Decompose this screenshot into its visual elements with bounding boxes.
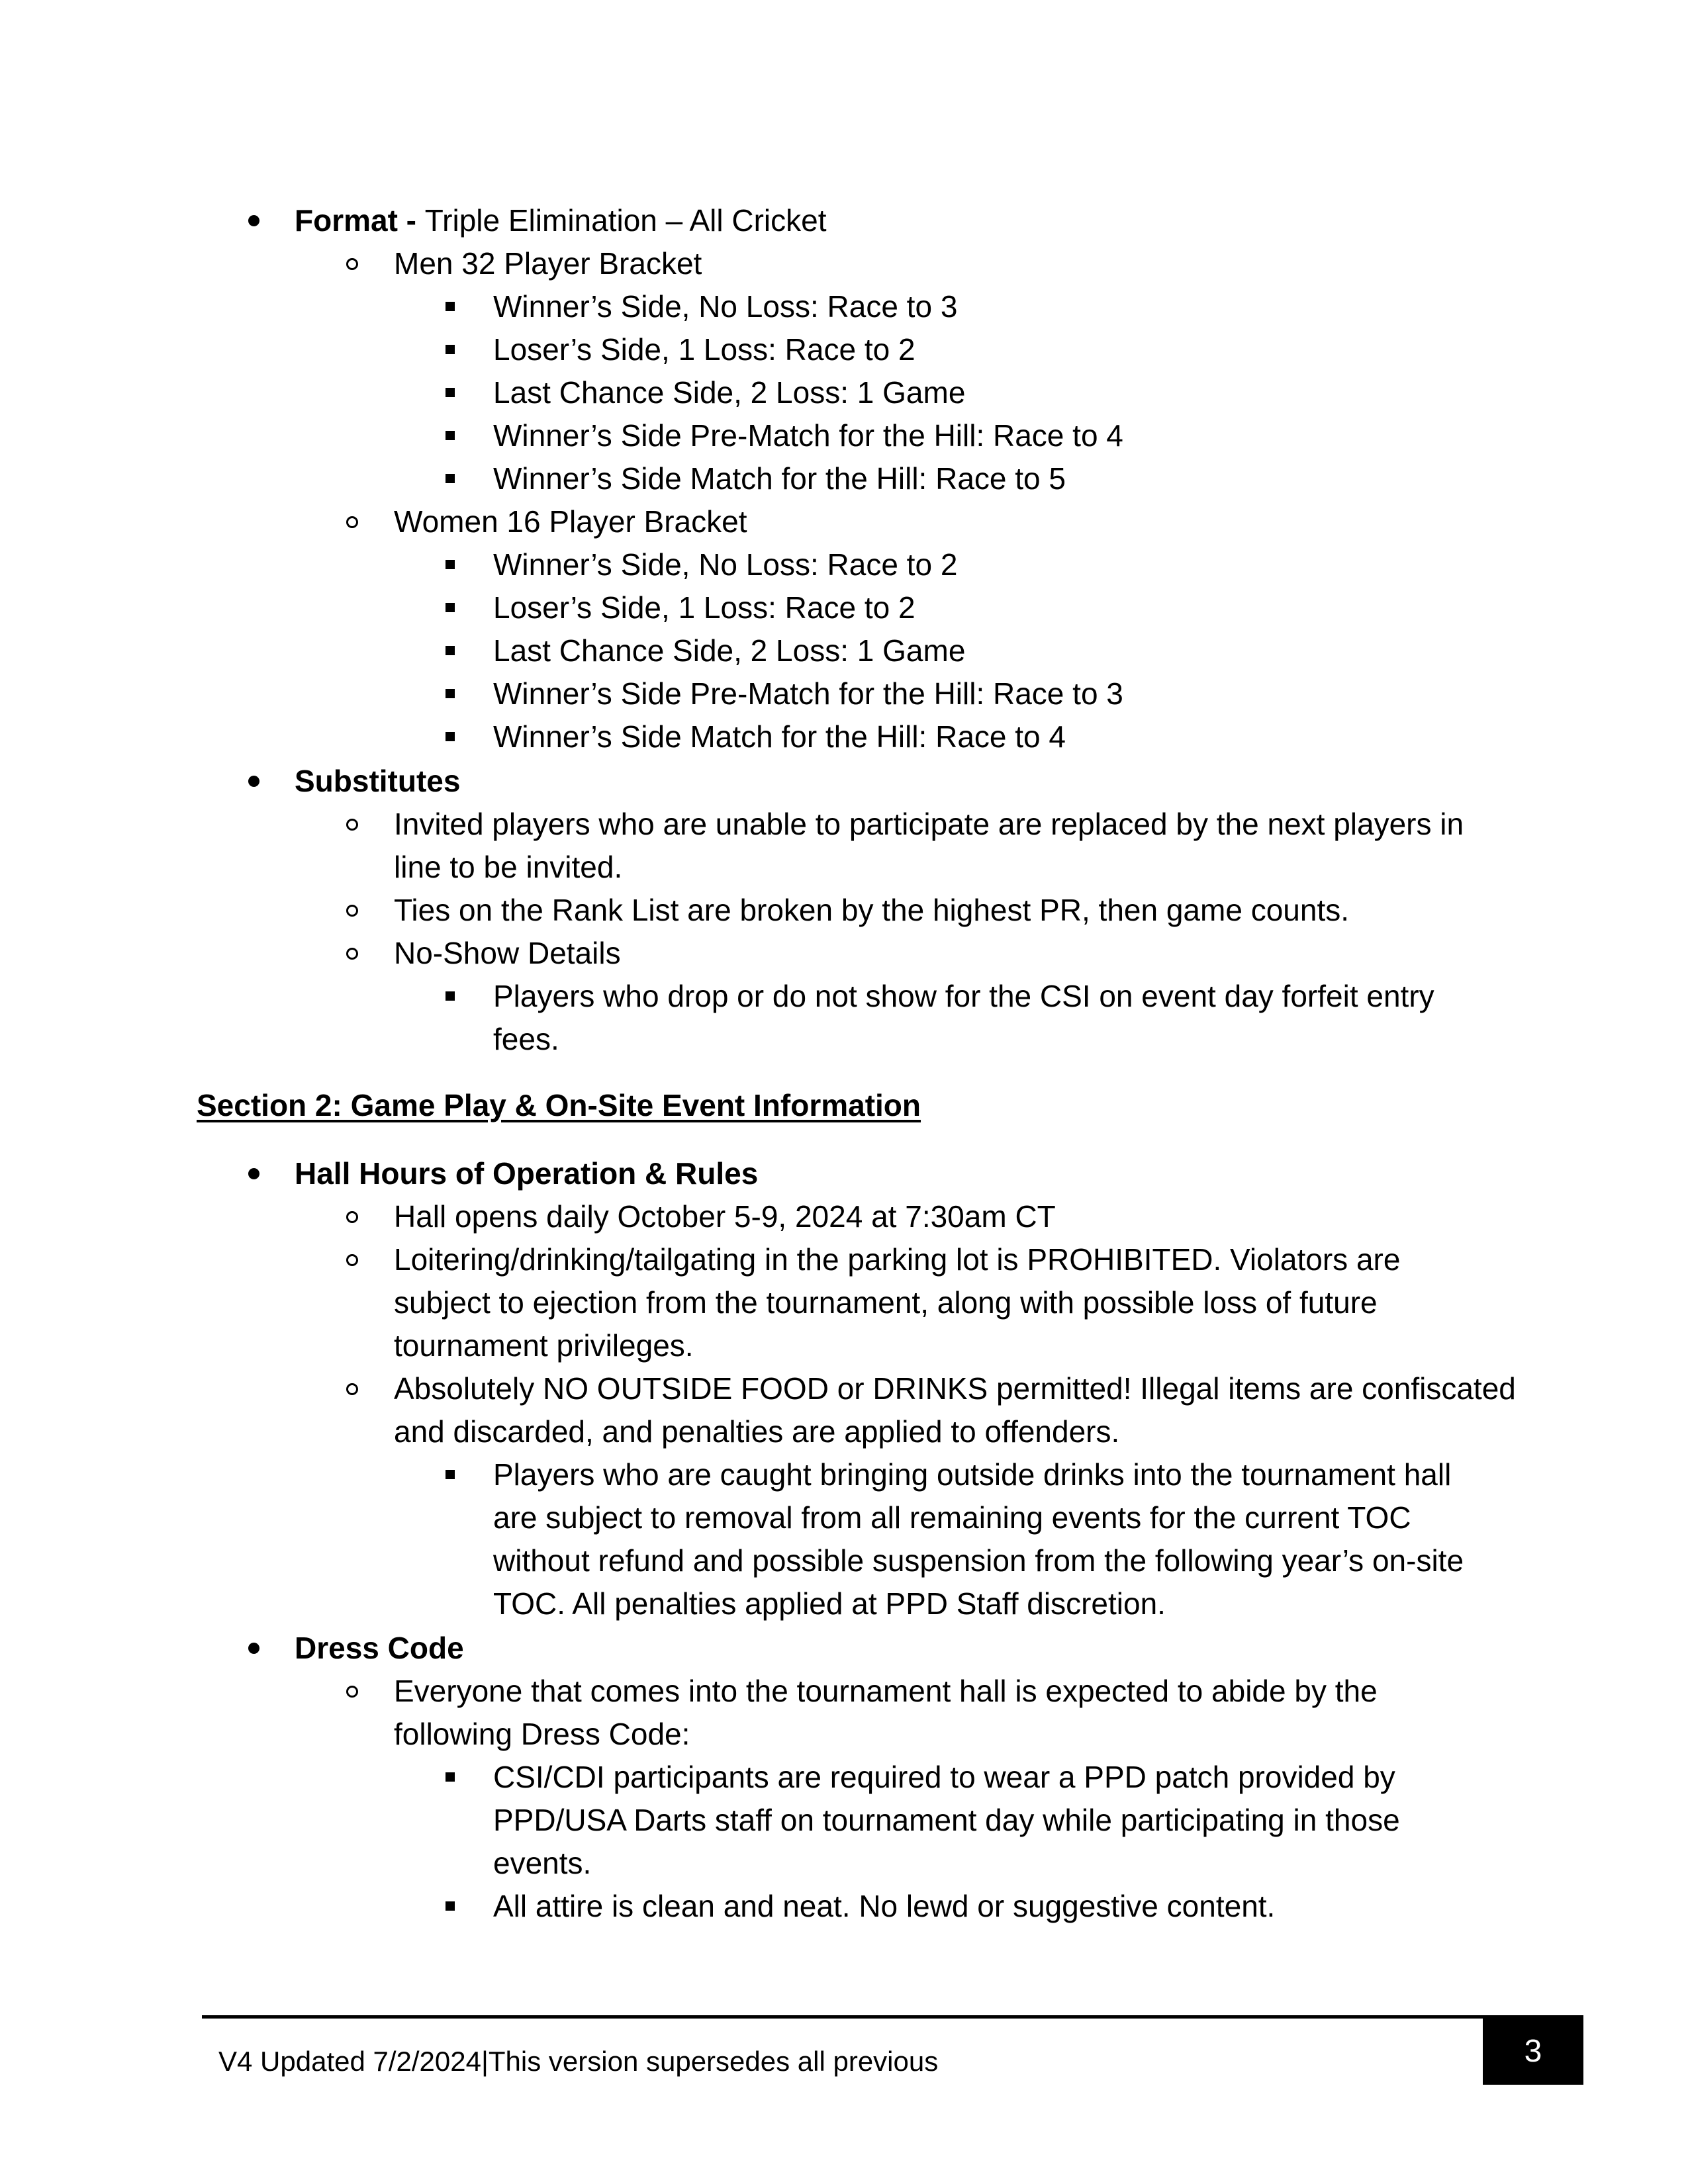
bullet-circle	[346, 1686, 358, 1698]
bullet-circle	[346, 1383, 358, 1395]
men-rule-5: Winner’s Side Match for the Hill: Race to 5	[493, 461, 1066, 496]
outside-food-line1: Absolutely NO OUTSIDE FOOD or DRINKS permitted! Illegal items are confiscated	[394, 1371, 1516, 1406]
footer-rule	[202, 2015, 1583, 2019]
outside-drinks-line1: Players who are caught bringing outside drinks into the tournament hall	[493, 1457, 1452, 1492]
dress-intro-line2: following Dress Code:	[394, 1717, 690, 1751]
bullet-circle	[346, 905, 358, 917]
dress-code-title: Dress Code	[295, 1631, 464, 1665]
bullet-dot	[248, 1643, 259, 1654]
bullet-square	[445, 1470, 455, 1479]
bullet-circle	[346, 258, 358, 270]
men-rule-4: Winner’s Side Pre-Match for the Hill: Race to 4	[493, 418, 1123, 453]
bullet-square	[445, 646, 455, 655]
bullet-square	[445, 431, 455, 440]
bullet-square	[445, 388, 455, 397]
attire-line: All attire is clean and neat. No lewd or suggestive content.	[493, 1889, 1276, 1923]
men-rule-2: Loser’s Side, 1 Loss: Race to 2	[493, 332, 915, 367]
bullet-dot	[248, 215, 259, 226]
hall-hours-title: Hall Hours of Operation & Rules	[295, 1156, 759, 1191]
noshow-title: No-Show Details	[394, 936, 621, 970]
substitutes-invited-line2: line to be invited.	[394, 850, 623, 884]
outside-drinks-line2: are subject to removal from all remaining events for the current TOC	[493, 1500, 1411, 1535]
bullet-circle	[346, 516, 358, 528]
bullet-circle	[346, 948, 358, 960]
bullet-square	[445, 689, 455, 698]
women-rule-2: Loser’s Side, 1 Loss: Race to 2	[493, 590, 915, 625]
bullet-square	[445, 474, 455, 483]
bullet-dot	[248, 776, 259, 787]
men-bracket-title: Men 32 Player Bracket	[394, 246, 702, 281]
section-2-heading: Section 2: Game Play & On-Site Event Information	[197, 1088, 921, 1122]
men-rule-1: Winner’s Side, No Loss: Race to 3	[493, 289, 958, 324]
patch-line1: CSI/CDI participants are required to wear a PPD patch provided by	[493, 1760, 1395, 1794]
hall-opens: Hall opens daily October 5-9, 2024 at 7:30am CT	[394, 1199, 1056, 1234]
bullet-circle	[346, 819, 358, 831]
page-number: 3	[1483, 2019, 1583, 2085]
bullet-square	[445, 1901, 455, 1911]
bullet-square	[445, 302, 455, 311]
loitering-line1: Loitering/drinking/tailgating in the parking lot is PROHIBITED. Violators are	[394, 1242, 1401, 1277]
noshow-line2: fees.	[493, 1022, 559, 1056]
substitutes-invited-line1: Invited players who are unable to participate are replaced by the next players in	[394, 807, 1464, 841]
women-rule-4: Winner’s Side Pre-Match for the Hill: Race to 3	[493, 676, 1123, 711]
women-rule-3: Last Chance Side, 2 Loss: 1 Game	[493, 633, 966, 668]
men-rule-3: Last Chance Side, 2 Loss: 1 Game	[493, 375, 966, 410]
patch-line3: events.	[493, 1846, 592, 1880]
loitering-line3: tournament privileges.	[394, 1328, 694, 1363]
bullet-square	[445, 991, 455, 1001]
substitutes-title: Substitutes	[295, 764, 461, 798]
format-label: Format -	[295, 203, 425, 238]
outside-drinks-line3: without refund and possible suspension from the following year’s on-site	[493, 1543, 1464, 1578]
bullet-circle	[346, 1254, 358, 1266]
outside-food-line2: and discarded, and penalties are applied to offenders.	[394, 1414, 1120, 1449]
patch-line2: PPD/USA Darts staff on tournament day while participating in those	[493, 1803, 1400, 1837]
bullet-square	[445, 732, 455, 741]
bullet-circle	[346, 1211, 358, 1223]
format-value: Triple Elimination – All Cricket	[424, 203, 827, 238]
bullet-dot	[248, 1168, 259, 1179]
bullet-square	[445, 1772, 455, 1782]
loitering-line2: subject to ejection from the tournament, along with possible loss of future	[394, 1285, 1378, 1320]
substitutes-ties: Ties on the Rank List are broken by the highest PR, then game counts.	[394, 893, 1350, 927]
bullet-square	[445, 560, 455, 569]
bullet-square	[445, 603, 455, 612]
women-rule-1: Winner’s Side, No Loss: Race to 2	[493, 547, 958, 582]
bullet-square	[445, 345, 455, 354]
footer-text: V4 Updated 7/2/2024|This version supersedes all previous	[218, 2046, 939, 2077]
outside-drinks-line4: TOC. All penalties applied at PPD Staff discretion.	[493, 1586, 1166, 1621]
women-rule-5: Winner’s Side Match for the Hill: Race to 4	[493, 719, 1066, 754]
women-bracket-title: Women 16 Player Bracket	[394, 504, 747, 539]
dress-intro-line1: Everyone that comes into the tournament hall is expected to abide by the	[394, 1674, 1378, 1708]
noshow-line1: Players who drop or do not show for the CSI on event day forfeit entry	[493, 979, 1434, 1013]
format-line	[295, 199, 827, 242]
